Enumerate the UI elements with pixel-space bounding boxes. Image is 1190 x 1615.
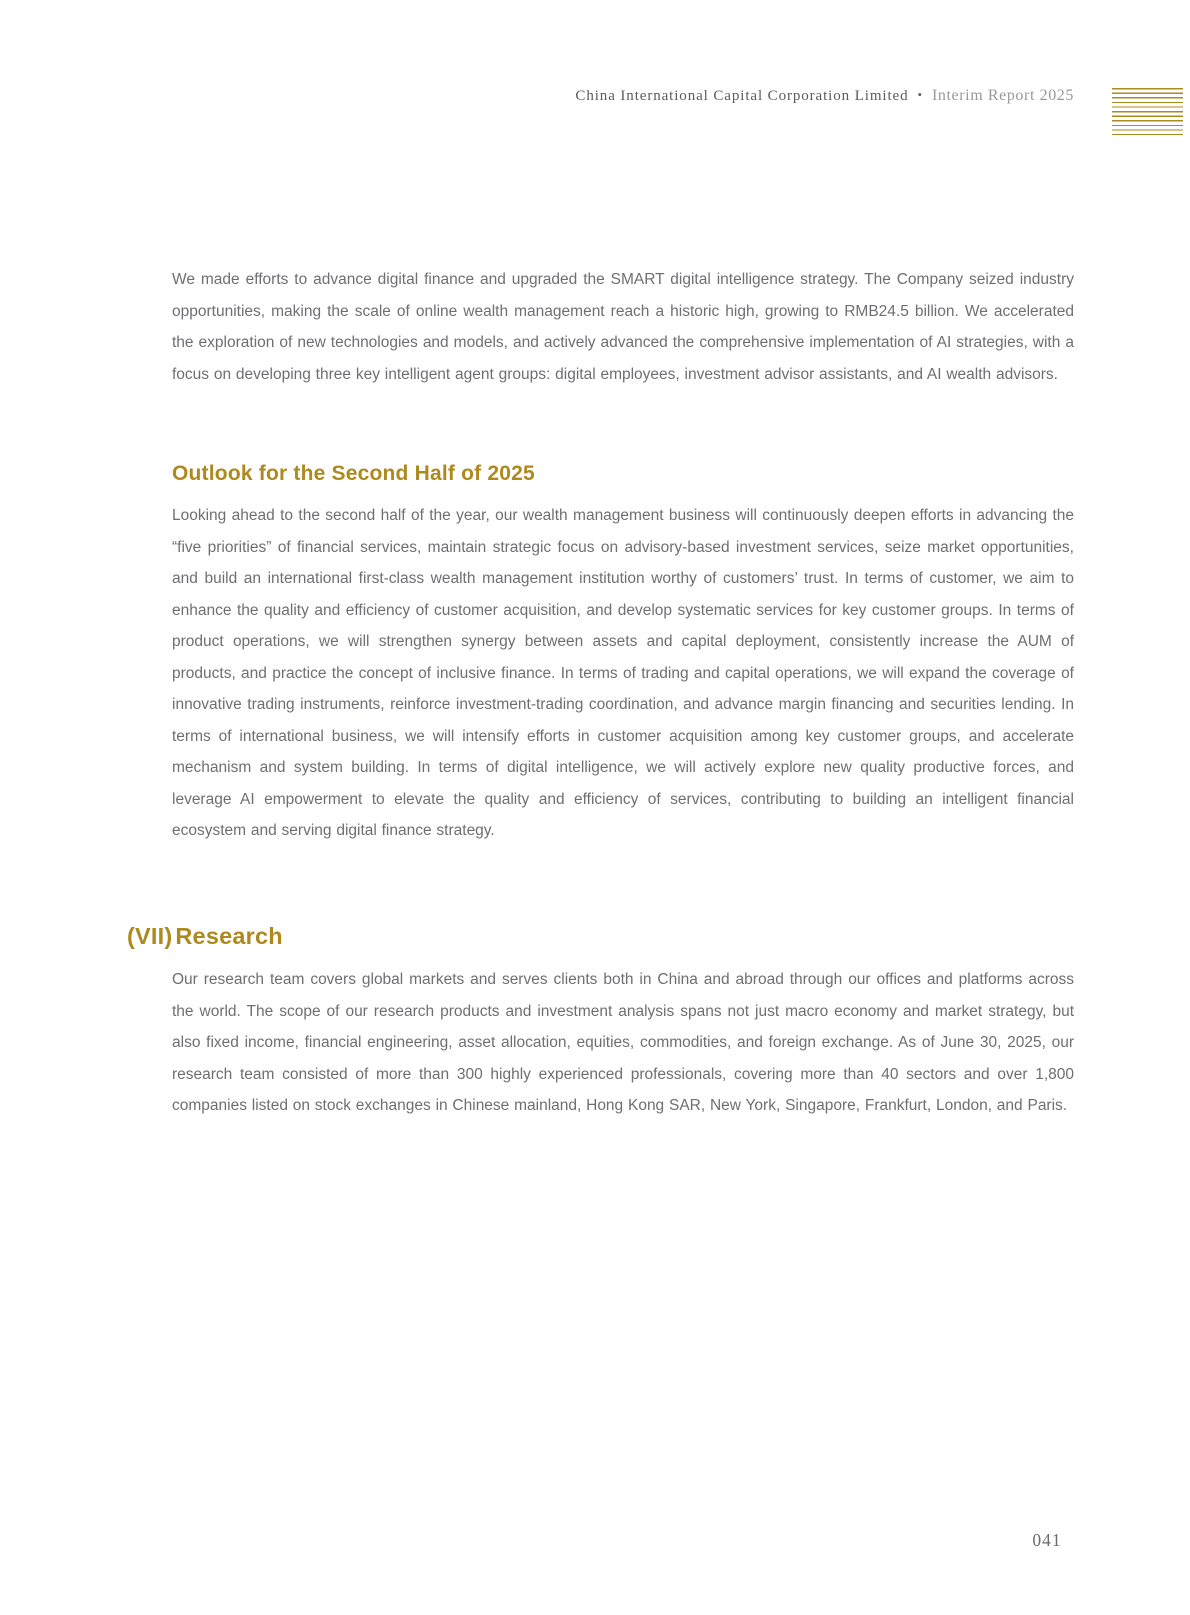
intro-paragraph: We made efforts to advance digital finance and upgraded the SMART digital intelligence strategy. The Company seized industry opportunities, making the scale of online wealth management reach a historic high, growing to RMB24.5 billion. We accelerated the exploration of new technologies and models, and actively advanced the comprehensive implementation of AI strategies, with a focus on developing three key intelligent agent groups: digital employees, investment advisor assistants, and AI wealth advisors.: [172, 271, 1074, 383]
outlook-heading: Outlook for the Second Half of 2025: [172, 462, 535, 485]
outlook-paragraph: Looking ahead to the second half of the year, our wealth management business will continuously deepen efforts in advancing the “five priorities” of financial services, maintain strategic focus on advisory-based investment services, seize market opportunities, and build an international first-class wealth management institution worthy of customers’ trust. In terms of customer, we aim to enhance the quality and efficiency of customer acquisition, and develop systematic services for key customer groups. In terms of product operations, we will strengthen synergy between assets and capital deployment, consistently increase the AUM of products, and practice the concept of inclusive finance. In terms of trading and capital operations, we will expand the coverage of innovative trading instruments, reinforce investment-trading coordination, and advance margin financing and securities lending. In terms of international business, we will intensify efforts in customer acquisition among key customer groups, and accelerate mechanism and system building. In terms of digital intelligence, we will actively explore new quality productive forces, and leverage AI empowerment to elevate the quality and efficiency of services, contributing to building an intelligent financial ecosystem and serving digital finance strategy.: [172, 507, 1074, 839]
company-name: China International Capital Corporation Limited: [575, 88, 909, 104]
research-label: Research: [175, 923, 283, 949]
research-paragraph: Our research team covers global markets and serves clients both in China and abroad through our offices and platforms across the world. The scope of our research products and investment analysis spans not just macro economy and market strategy, but also fixed income, financial engineering, asset allocation, equities, commodities, and foreign exchange. As of June 30, 2025, our research team consisted of more than 300 highly experienced professionals, covering more than 40 sectors and over 1,800 companies listed on stock exchanges in Chinese mainland, Hong Kong SAR, New York, Singapore, Frankfurt, London, and Paris.: [172, 971, 1074, 1114]
gold-stripes-icon: [1112, 88, 1183, 135]
bullet-separator-icon: •: [917, 87, 923, 102]
report-title: Interim Report 2025: [931, 87, 1074, 104]
research-numeral: (VII): [127, 923, 173, 949]
research-heading: [127, 922, 283, 950]
page-header: [575, 87, 1074, 105]
page-number: 041: [1032, 1530, 1062, 1550]
